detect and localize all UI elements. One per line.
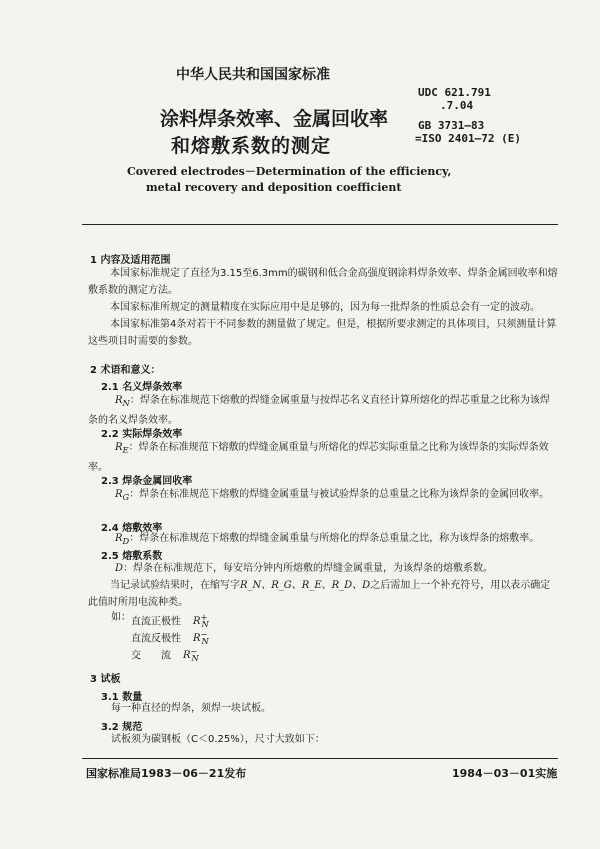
section-3-1-heading: 3.1 数量 — [101, 692, 143, 703]
section-1-para-3: 本国家标准第4条对若干不同参数的测量做了规定。但是，根据所要求测定的具体项目，只须测量计算这些项目时需要的参数。 — [88, 319, 557, 347]
example-row-ac — [131, 643, 199, 667]
section-2-5-text — [88, 560, 558, 577]
udc-code-cont: .7.04 — [440, 99, 474, 112]
example-mark: − — [200, 629, 208, 639]
section-2-4-definition: ：焊条在标准规范下熔敷的焊缝金属重量与所熔化的焊条总重量之比，称为该焊条的熔敷率。 — [129, 533, 540, 544]
issue-date: 国家标准局1983－06－21发布 — [86, 767, 247, 780]
top-divider — [82, 224, 558, 225]
symbol-rg-sub: G — [122, 492, 130, 502]
section-2-heading: 2 术语和意义： — [90, 365, 161, 376]
example-label-ac: 交 流 — [131, 650, 171, 662]
symbol-rn: R — [115, 395, 123, 406]
example-label: 如： — [111, 612, 131, 623]
example-sub: N — [191, 653, 199, 664]
example-sub: N — [201, 619, 209, 630]
english-title-line-2: metal recovery and deposition coefficient — [146, 181, 402, 194]
example-symbol: R — [193, 616, 201, 628]
section-3-2-text: 试板须为碳钢板（C＜0.25%），尺寸大致如下： — [111, 734, 325, 745]
country-standard-label: 中华人民共和国国家标准 — [176, 67, 330, 83]
section-1-heading: 1 内容及适用范围 — [90, 255, 171, 266]
section-2-1-heading: 2.1 名义焊条效率 — [101, 382, 183, 393]
section-2-5-heading: 2.5 熔敷系数 — [101, 551, 163, 562]
section-1-para-1: 本国家标准规定了直径为3.15至6.3mm的碳钢和低合金高强度钢涂料焊条效率、焊条金属回收率和熔敷系数的测定方法。 — [88, 268, 558, 296]
note-rest: 之后需加上一个补充符号，用以表示确定此值时所用电流种类。 — [88, 580, 551, 608]
section-2-5-definition: ：焊条在标准规范下，每安培分钟内所熔敷的焊缝金属重量，为该焊条的熔敷系数。 — [123, 563, 494, 574]
section-2-2-heading: 2.2 实际焊条效率 — [101, 429, 183, 440]
example-symbol: R — [193, 633, 201, 645]
symbol-rg: R — [115, 489, 123, 500]
example-symbol: R — [183, 650, 191, 662]
bottom-divider — [82, 758, 558, 759]
example-mark: + — [200, 612, 208, 622]
udc-code: UDC 621.791 — [418, 86, 491, 99]
section-3-heading: 3 试板 — [90, 674, 121, 685]
title-line-2: 和熔敷系数的测定 — [171, 135, 332, 157]
example-sub: N — [201, 636, 209, 647]
gb-number: GB 3731—83 — [418, 119, 485, 132]
example-label-dc-positive: 直流正极性 — [131, 616, 181, 628]
symbol-rn-sub: N — [122, 398, 130, 408]
section-3-2-heading: 3.2 规范 — [101, 722, 143, 733]
note-intro: 当记录试验结果时，在缩写字 — [110, 580, 240, 591]
symbol-rd-sub: D — [122, 536, 130, 546]
title-line-1: 涂料焊条效率、金属回收率 — [160, 108, 389, 130]
current-type-note — [88, 577, 558, 611]
section-2-3-definition: ：焊条在标准规范下熔敷的焊缝金属重量与被试验焊条的总重量之比称为该焊条的金属回收率。 — [129, 489, 550, 500]
section-3-1-text: 每一种直径的焊条，须焊一块试板。 — [111, 703, 271, 714]
section-1-para-2: 本国家标准所规定的测量精度在实际应用中是足够的，因为每一批焊条的性质总会有一定的波动。 — [110, 302, 540, 313]
section-2-1-text — [88, 392, 558, 429]
english-title-line-1: Covered electrodes－Determination of the efficiency, — [127, 165, 452, 178]
example-label-dc-negative: 直流反极性 — [131, 633, 181, 645]
section-2-4-heading: 2.4 熔敷效率 — [101, 523, 163, 534]
section-2-2-definition: ：焊条在标准规范下熔敷的焊缝金属重量与所熔化的焊芯实际重量之比称为该焊条的实际焊条效率。 — [88, 442, 549, 473]
symbol-rd: R — [115, 533, 123, 544]
example-mark: ~ — [190, 646, 198, 656]
section-2-3-heading: 2.3 焊条金属回收率 — [101, 476, 193, 487]
note-symbols: R_N、R_G、R_E、R_D、D — [240, 580, 371, 591]
iso-equivalent: =ISO 2401—72 (E) — [415, 132, 521, 145]
symbol-re-sub: E — [122, 445, 129, 455]
effective-date: 1984－03－01实施 — [452, 767, 558, 780]
symbol-d: D — [115, 563, 124, 574]
section-2-1-definition: ：焊条在标准规范下熔敷的焊缝金属重量与按焊芯名义直径计算所熔化的焊芯重量之比称为该焊条的名义焊条效率。 — [88, 395, 550, 426]
section-2-2-text — [88, 439, 558, 476]
symbol-re: R — [115, 442, 123, 453]
section-2-3-text — [88, 486, 558, 506]
